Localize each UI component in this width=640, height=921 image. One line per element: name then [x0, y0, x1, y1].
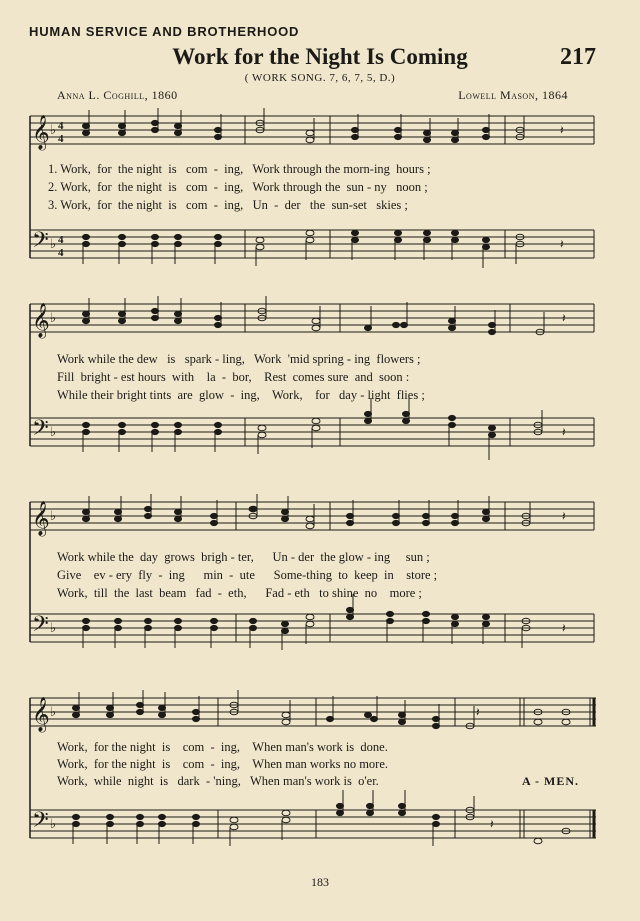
lyric-line: Work while the day grows brigh - ter, Un - der the glow - ing sun ;	[57, 550, 430, 564]
lyric-line: 2. Work, for the night is com - ing, Work through the sun - ny noon ;	[48, 180, 428, 194]
svg-text:𝄽: 𝄽	[476, 705, 480, 719]
svg-text:♭: ♭	[50, 424, 57, 439]
svg-text:𝄢: 𝄢	[32, 416, 49, 446]
tune-name: ( WORK SONG. 7, 6, 7, 5, D.)	[244, 72, 396, 84]
section-heading: HUMAN SERVICE AND BROTHERHOOD	[29, 24, 300, 39]
author-credit: Anna L. Coghill, 1860	[57, 88, 178, 102]
svg-text:𝄞: 𝄞	[32, 501, 50, 536]
svg-text:♭: ♭	[50, 236, 57, 251]
svg-text:♭: ♭	[50, 310, 57, 325]
lyric-line: Work, while night is dark - 'ning, When man's work is o'er.	[57, 774, 379, 788]
lyric-line: Work, for the night is com - ing, When man's work is done.	[57, 740, 388, 754]
svg-text:𝄢: 𝄢	[32, 228, 49, 258]
svg-text:𝄢: 𝄢	[32, 808, 49, 838]
svg-text:𝄞: 𝄞	[32, 115, 50, 150]
amen-text: A - MEN.	[522, 774, 579, 788]
hymn-title: Work for the Night Is Coming	[172, 44, 468, 69]
svg-text:𝄞: 𝄞	[32, 697, 50, 732]
svg-text:♭: ♭	[50, 122, 57, 137]
lyric-line: Fill bright - est hours with la - bor, Rest comes sure and soon :	[57, 370, 410, 384]
hymn-number: 217	[560, 44, 596, 70]
lyric-line: Work, for the night is com - ing, When man works no more.	[57, 757, 388, 771]
page-number: 183	[311, 875, 329, 889]
svg-text:𝄽: 𝄽	[562, 311, 566, 325]
svg-text:4: 4	[58, 120, 64, 132]
composer-credit: Lowell Mason, 1864	[458, 88, 568, 102]
lyric-line: Work, till the last beam fad - eth, Fad - eth to shine no more ;	[57, 586, 422, 600]
svg-text:4: 4	[58, 234, 64, 246]
svg-text:𝄽: 𝄽	[560, 123, 564, 137]
lyric-line: While their bright tints are glow - ing, Work, for day - light flies ;	[57, 388, 425, 402]
svg-text:𝄽: 𝄽	[490, 817, 494, 831]
svg-text:𝄞: 𝄞	[32, 303, 50, 338]
svg-text:♭: ♭	[50, 704, 57, 719]
lyric-line: 3. Work, for the night is com - ing, Un - der the sun-set skies ;	[48, 198, 408, 212]
svg-text:4: 4	[58, 133, 64, 145]
svg-text:𝄽: 𝄽	[562, 621, 566, 635]
svg-text:𝄽: 𝄽	[562, 509, 566, 523]
lyric-line: Give ev - ery fly - ing min - ute Some-thing to keep in store ;	[57, 568, 438, 582]
svg-text:4: 4	[58, 247, 64, 259]
svg-text:𝄽: 𝄽	[562, 425, 566, 439]
lyric-line: 1. Work, for the night is com - ing, Work through the morn-ing hours ;	[48, 162, 431, 176]
svg-text:𝄽: 𝄽	[560, 237, 564, 251]
svg-text:♭: ♭	[50, 508, 57, 523]
svg-text:𝄢: 𝄢	[32, 612, 49, 642]
music-system-4	[0, 686, 640, 858]
lyric-line: Work while the dew is spark - ling, Work 'mid spring - ing flowers ;	[57, 352, 421, 366]
svg-text:♭: ♭	[50, 816, 57, 831]
svg-text:♭: ♭	[50, 620, 57, 635]
